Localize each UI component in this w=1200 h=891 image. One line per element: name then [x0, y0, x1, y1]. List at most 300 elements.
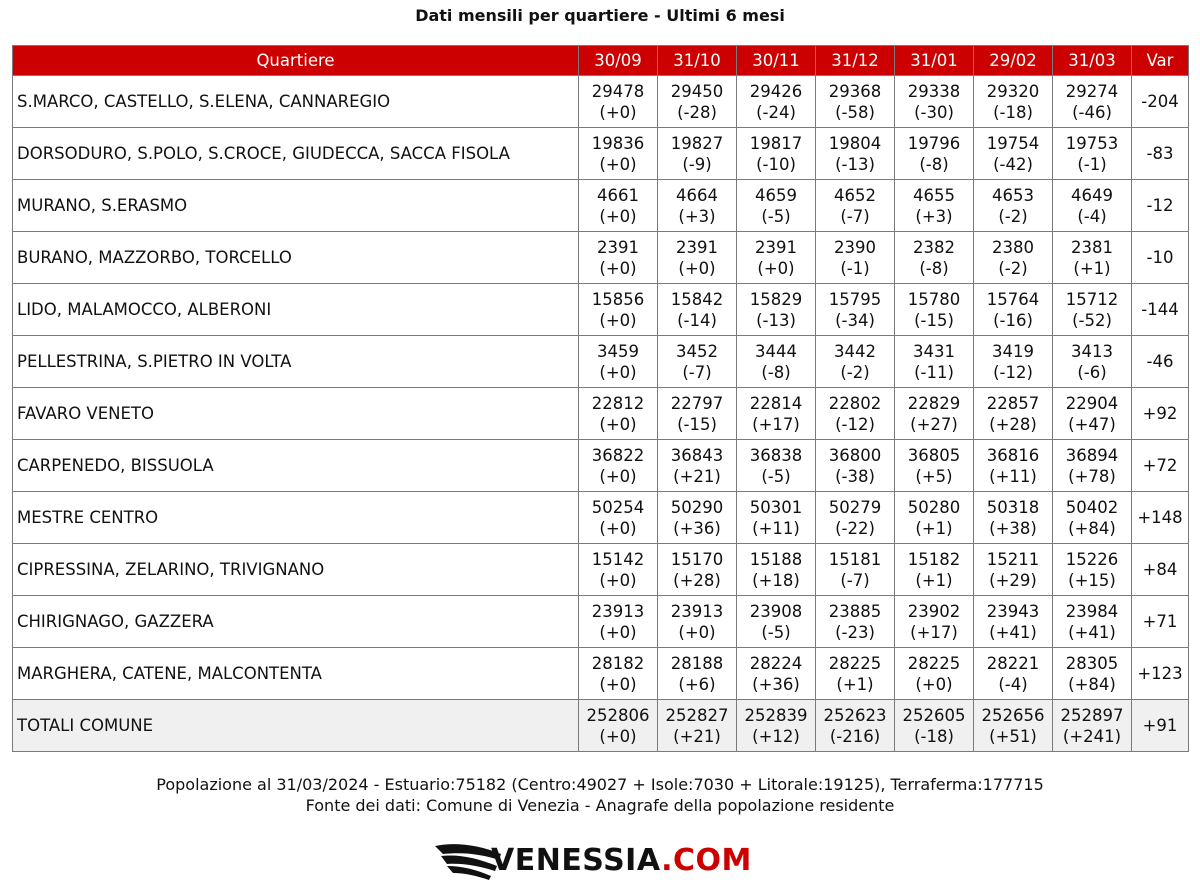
population-delta: (+21)	[673, 466, 721, 486]
population-cell	[579, 388, 658, 440]
venessia-logo[interactable]	[433, 838, 752, 884]
population-cell	[974, 128, 1053, 180]
population-value: 23908	[749, 601, 803, 621]
district-name: LIDO, MALAMOCCO, ALBERONI	[13, 284, 579, 336]
population-value: 50290	[670, 497, 724, 517]
table-row	[13, 440, 1189, 492]
population-value: 2381	[1071, 237, 1113, 257]
population-value: 15170	[670, 549, 724, 569]
population-value: 15795	[828, 289, 882, 309]
population-cell	[816, 440, 895, 492]
population-cell	[579, 544, 658, 596]
population-delta: (-10)	[756, 154, 796, 174]
population-value: 36816	[986, 445, 1040, 465]
population-cell	[974, 76, 1053, 128]
population-delta: (-5)	[761, 622, 791, 642]
population-delta: (+6)	[678, 674, 716, 694]
district-name: CARPENEDO, BISSUOLA	[13, 440, 579, 492]
population-value: 36822	[591, 445, 645, 465]
population-value: 28225	[828, 653, 882, 673]
population-cell	[1053, 440, 1132, 492]
population-value: 22802	[828, 393, 882, 413]
population-value: 15829	[749, 289, 803, 309]
population-value: 36843	[670, 445, 724, 465]
population-value: 36800	[828, 445, 882, 465]
population-cell	[737, 700, 816, 752]
population-delta: (-16)	[993, 310, 1033, 330]
population-delta: (+0)	[599, 206, 637, 226]
table-row	[13, 180, 1189, 232]
population-delta: (-1)	[1077, 154, 1107, 174]
variation-cell: -204	[1132, 76, 1189, 128]
population-delta: (+0)	[599, 674, 637, 694]
population-delta: (+15)	[1068, 570, 1116, 590]
logo-text-main: VENESSIA	[491, 843, 662, 878]
population-cell	[816, 232, 895, 284]
population-delta: (-15)	[677, 414, 717, 434]
population-cell	[658, 128, 737, 180]
footer-data-source: Fonte dei dati: Comune di Venezia - Anagrafe della popolazione residente	[305, 796, 895, 815]
population-table	[12, 45, 1189, 752]
population-delta: (-18)	[993, 102, 1033, 122]
population-delta: (+3)	[678, 206, 716, 226]
population-value: 50280	[907, 497, 961, 517]
population-cell	[895, 388, 974, 440]
population-delta: (+0)	[678, 258, 716, 278]
population-cell	[816, 700, 895, 752]
population-cell	[816, 492, 895, 544]
population-value: 19753	[1065, 133, 1119, 153]
population-value: 4649	[1071, 185, 1113, 205]
table-header-row	[13, 46, 1189, 76]
population-delta: (-30)	[914, 102, 954, 122]
population-value: 22814	[749, 393, 803, 413]
population-value: 28188	[670, 653, 724, 673]
population-cell	[737, 648, 816, 700]
population-delta: (-2)	[998, 258, 1028, 278]
population-cell	[816, 336, 895, 388]
population-cell	[895, 232, 974, 284]
footer-population-summary: Popolazione al 31/03/2024 - Estuario:75182 (Centro:49027 + Isole:7030 + Litorale:19125), Terraferma:177715	[156, 775, 1044, 794]
population-value: 15142	[591, 549, 645, 569]
population-cell	[1053, 76, 1132, 128]
population-delta: (+84)	[1068, 674, 1116, 694]
population-value: 3442	[834, 341, 876, 361]
population-delta: (+1)	[1073, 258, 1111, 278]
population-value: 252806	[586, 705, 650, 725]
population-value: 3419	[992, 341, 1034, 361]
population-value: 252656	[981, 705, 1045, 725]
population-delta: (-34)	[835, 310, 875, 330]
population-value: 19836	[591, 133, 645, 153]
population-cell	[895, 336, 974, 388]
population-value: 36894	[1065, 445, 1119, 465]
table-row	[13, 648, 1189, 700]
header-date: 30/09	[579, 46, 658, 76]
population-delta: (-8)	[919, 258, 949, 278]
population-cell	[1053, 128, 1132, 180]
population-delta: (+241)	[1062, 726, 1122, 746]
population-value: 15181	[828, 549, 882, 569]
population-delta: (+36)	[673, 518, 721, 538]
population-delta: (+1)	[836, 674, 874, 694]
population-delta: (-2)	[840, 362, 870, 382]
district-name: TOTALI COMUNE	[13, 700, 579, 752]
header-date: 29/02	[974, 46, 1053, 76]
population-value: 15780	[907, 289, 961, 309]
population-cell	[1053, 180, 1132, 232]
page-title: Dati mensili per quartiere - Ultimi 6 mesi	[415, 6, 785, 25]
population-value: 50279	[828, 497, 882, 517]
population-cell	[737, 284, 816, 336]
population-cell	[974, 700, 1053, 752]
population-delta: (+0)	[915, 674, 953, 694]
population-cell	[737, 336, 816, 388]
population-value: 4659	[755, 185, 797, 205]
population-value: 50301	[749, 497, 803, 517]
population-value: 3431	[913, 341, 955, 361]
population-cell	[737, 388, 816, 440]
table-row	[13, 544, 1189, 596]
population-cell	[1053, 700, 1132, 752]
population-cell	[579, 648, 658, 700]
population-value: 3444	[755, 341, 797, 361]
variation-cell: +123	[1132, 648, 1189, 700]
population-delta: (+0)	[599, 518, 637, 538]
population-cell	[974, 596, 1053, 648]
population-value: 15842	[670, 289, 724, 309]
population-cell	[658, 440, 737, 492]
population-cell	[895, 700, 974, 752]
population-delta: (+47)	[1068, 414, 1116, 434]
population-value: 15712	[1065, 289, 1119, 309]
population-delta: (+0)	[599, 102, 637, 122]
district-name: DORSODURO, S.POLO, S.CROCE, GIUDECCA, SACCA FISOLA	[13, 128, 579, 180]
population-value: 4652	[834, 185, 876, 205]
header-date: 31/01	[895, 46, 974, 76]
population-cell	[816, 180, 895, 232]
population-value: 22904	[1065, 393, 1119, 413]
population-delta: (+17)	[910, 622, 958, 642]
population-delta: (+38)	[989, 518, 1037, 538]
population-delta: (-22)	[835, 518, 875, 538]
population-cell	[1053, 388, 1132, 440]
population-delta: (+41)	[1068, 622, 1116, 642]
population-value: 252897	[1060, 705, 1124, 725]
population-cell	[658, 388, 737, 440]
population-cell	[579, 492, 658, 544]
total-row	[13, 700, 1189, 752]
population-value: 15226	[1065, 549, 1119, 569]
footer	[0, 774, 1200, 816]
population-value: 2391	[676, 237, 718, 257]
population-cell	[737, 232, 816, 284]
population-value: 23984	[1065, 601, 1119, 621]
population-value: 15188	[749, 549, 803, 569]
table-row	[13, 232, 1189, 284]
population-value: 22797	[670, 393, 724, 413]
population-delta: (+21)	[673, 726, 721, 746]
district-name: S.MARCO, CASTELLO, S.ELENA, CANNAREGIO	[13, 76, 579, 128]
population-cell	[1053, 544, 1132, 596]
population-cell	[1053, 596, 1132, 648]
population-value: 4661	[597, 185, 639, 205]
population-delta: (-15)	[914, 310, 954, 330]
variation-cell: -12	[1132, 180, 1189, 232]
population-value: 15764	[986, 289, 1040, 309]
variation-cell: +84	[1132, 544, 1189, 596]
population-cell	[658, 544, 737, 596]
population-delta: (-1)	[840, 258, 870, 278]
logo-text-suffix: .COM	[661, 843, 752, 878]
population-cell	[658, 336, 737, 388]
population-delta: (+28)	[989, 414, 1037, 434]
population-value: 29338	[907, 81, 961, 101]
population-delta: (-23)	[835, 622, 875, 642]
population-value: 50402	[1065, 497, 1119, 517]
population-cell	[816, 648, 895, 700]
population-cell	[737, 492, 816, 544]
variation-cell: -10	[1132, 232, 1189, 284]
table-row	[13, 76, 1189, 128]
population-delta: (+29)	[989, 570, 1037, 590]
population-value: 252827	[665, 705, 729, 725]
header-date: 31/10	[658, 46, 737, 76]
population-cell	[737, 544, 816, 596]
population-cell	[737, 76, 816, 128]
population-cell	[974, 336, 1053, 388]
population-value: 22829	[907, 393, 961, 413]
population-value: 4655	[913, 185, 955, 205]
population-cell	[579, 284, 658, 336]
population-cell	[737, 128, 816, 180]
population-delta: (+27)	[910, 414, 958, 434]
population-cell	[816, 544, 895, 596]
population-value: 252623	[823, 705, 887, 725]
population-delta: (+28)	[673, 570, 721, 590]
population-value: 29320	[986, 81, 1040, 101]
population-value: 252839	[744, 705, 808, 725]
population-value: 29426	[749, 81, 803, 101]
population-value: 28221	[986, 653, 1040, 673]
population-delta: (-38)	[835, 466, 875, 486]
population-delta: (+5)	[915, 466, 953, 486]
district-name: MURANO, S.ERASMO	[13, 180, 579, 232]
population-cell	[895, 544, 974, 596]
population-value: 23943	[986, 601, 1040, 621]
population-delta: (+0)	[599, 570, 637, 590]
population-delta: (-2)	[998, 206, 1028, 226]
population-delta: (-13)	[756, 310, 796, 330]
population-delta: (-13)	[835, 154, 875, 174]
population-delta: (+0)	[599, 310, 637, 330]
population-value: 22812	[591, 393, 645, 413]
population-cell	[895, 128, 974, 180]
population-cell	[658, 232, 737, 284]
population-value: 15182	[907, 549, 961, 569]
table-row	[13, 596, 1189, 648]
population-delta: (+78)	[1068, 466, 1116, 486]
population-cell	[816, 128, 895, 180]
population-cell	[816, 596, 895, 648]
population-value: 2391	[597, 237, 639, 257]
population-delta: (-9)	[682, 154, 712, 174]
population-cell	[1053, 232, 1132, 284]
population-delta: (-5)	[761, 466, 791, 486]
population-delta: (+1)	[915, 518, 953, 538]
population-cell	[579, 336, 658, 388]
population-cell	[1053, 492, 1132, 544]
population-cell	[579, 128, 658, 180]
table-row	[13, 128, 1189, 180]
population-delta: (+11)	[989, 466, 1037, 486]
population-value: 29450	[670, 81, 724, 101]
population-delta: (-24)	[756, 102, 796, 122]
population-cell	[974, 284, 1053, 336]
population-cell	[895, 492, 974, 544]
header-date: 31/12	[816, 46, 895, 76]
population-delta: (+3)	[915, 206, 953, 226]
population-value: 2391	[755, 237, 797, 257]
population-delta: (+41)	[989, 622, 1037, 642]
population-delta: (-28)	[677, 102, 717, 122]
population-cell	[974, 492, 1053, 544]
population-delta: (+51)	[989, 726, 1037, 746]
population-value: 4653	[992, 185, 1034, 205]
table-row	[13, 336, 1189, 388]
population-value: 4664	[676, 185, 718, 205]
population-cell	[579, 232, 658, 284]
population-cell	[658, 596, 737, 648]
population-value: 22857	[986, 393, 1040, 413]
district-name: MESTRE CENTRO	[13, 492, 579, 544]
population-delta: (+36)	[752, 674, 800, 694]
table-row	[13, 492, 1189, 544]
population-delta: (+84)	[1068, 518, 1116, 538]
population-value: 3452	[676, 341, 718, 361]
population-delta: (-14)	[677, 310, 717, 330]
population-cell	[579, 596, 658, 648]
population-delta: (-58)	[835, 102, 875, 122]
district-name: BURANO, MAZZORBO, TORCELLO	[13, 232, 579, 284]
population-value: 29274	[1065, 81, 1119, 101]
population-cell	[1053, 648, 1132, 700]
population-delta: (+0)	[599, 466, 637, 486]
population-delta: (-12)	[993, 362, 1033, 382]
population-delta: (-7)	[840, 206, 870, 226]
table-row	[13, 284, 1189, 336]
population-delta: (-7)	[682, 362, 712, 382]
population-cell	[895, 648, 974, 700]
population-value: 19754	[986, 133, 1040, 153]
population-value: 2390	[834, 237, 876, 257]
population-cell	[974, 440, 1053, 492]
population-delta: (-6)	[1077, 362, 1107, 382]
district-name: PELLESTRINA, S.PIETRO IN VOLTA	[13, 336, 579, 388]
population-value: 3413	[1071, 341, 1113, 361]
population-delta: (-46)	[1072, 102, 1112, 122]
population-cell	[974, 180, 1053, 232]
population-cell	[816, 76, 895, 128]
population-value: 28224	[749, 653, 803, 673]
header-date: 30/11	[737, 46, 816, 76]
population-cell	[579, 180, 658, 232]
population-cell	[895, 440, 974, 492]
variation-cell: +72	[1132, 440, 1189, 492]
population-value: 36805	[907, 445, 961, 465]
population-delta: (-4)	[1077, 206, 1107, 226]
population-delta: (-4)	[998, 674, 1028, 694]
population-cell	[974, 648, 1053, 700]
population-value: 23913	[670, 601, 724, 621]
population-delta: (+1)	[915, 570, 953, 590]
population-value: 3459	[597, 341, 639, 361]
population-cell	[658, 180, 737, 232]
population-cell	[737, 596, 816, 648]
population-cell	[737, 180, 816, 232]
population-value: 29368	[828, 81, 882, 101]
population-cell	[974, 232, 1053, 284]
variation-cell: +91	[1132, 700, 1189, 752]
variation-cell: +92	[1132, 388, 1189, 440]
population-delta: (+0)	[599, 258, 637, 278]
district-name: FAVARO VENETO	[13, 388, 579, 440]
population-delta: (-12)	[835, 414, 875, 434]
table-body	[13, 76, 1189, 752]
population-delta: (-8)	[761, 362, 791, 382]
population-value: 2380	[992, 237, 1034, 257]
variation-cell: +148	[1132, 492, 1189, 544]
population-value: 50254	[591, 497, 645, 517]
header-date: 31/03	[1053, 46, 1132, 76]
population-cell	[658, 700, 737, 752]
variation-cell: -83	[1132, 128, 1189, 180]
population-value: 19796	[907, 133, 961, 153]
population-value: 28225	[907, 653, 961, 673]
population-delta: (-8)	[919, 154, 949, 174]
population-cell	[579, 76, 658, 128]
population-delta: (-42)	[993, 154, 1033, 174]
population-value: 19817	[749, 133, 803, 153]
logo-text	[491, 842, 752, 880]
population-value: 19827	[670, 133, 724, 153]
population-delta: (-5)	[761, 206, 791, 226]
population-delta: (+0)	[599, 622, 637, 642]
population-delta: (+12)	[752, 726, 800, 746]
header-var: Var	[1132, 46, 1189, 76]
population-cell	[1053, 336, 1132, 388]
population-cell	[1053, 284, 1132, 336]
population-cell	[658, 76, 737, 128]
population-delta: (+11)	[752, 518, 800, 538]
population-cell	[658, 284, 737, 336]
population-value: 15211	[986, 549, 1040, 569]
variation-cell: -144	[1132, 284, 1189, 336]
population-delta: (+0)	[599, 414, 637, 434]
population-cell	[579, 440, 658, 492]
population-delta: (-11)	[914, 362, 954, 382]
population-delta: (+17)	[752, 414, 800, 434]
district-name: CIPRESSINA, ZELARINO, TRIVIGNANO	[13, 544, 579, 596]
variation-cell: -46	[1132, 336, 1189, 388]
population-delta: (-18)	[914, 726, 954, 746]
population-value: 23885	[828, 601, 882, 621]
population-cell	[658, 492, 737, 544]
population-delta: (+0)	[599, 362, 637, 382]
population-cell	[895, 596, 974, 648]
population-delta: (+0)	[757, 258, 795, 278]
population-value: 50318	[986, 497, 1040, 517]
